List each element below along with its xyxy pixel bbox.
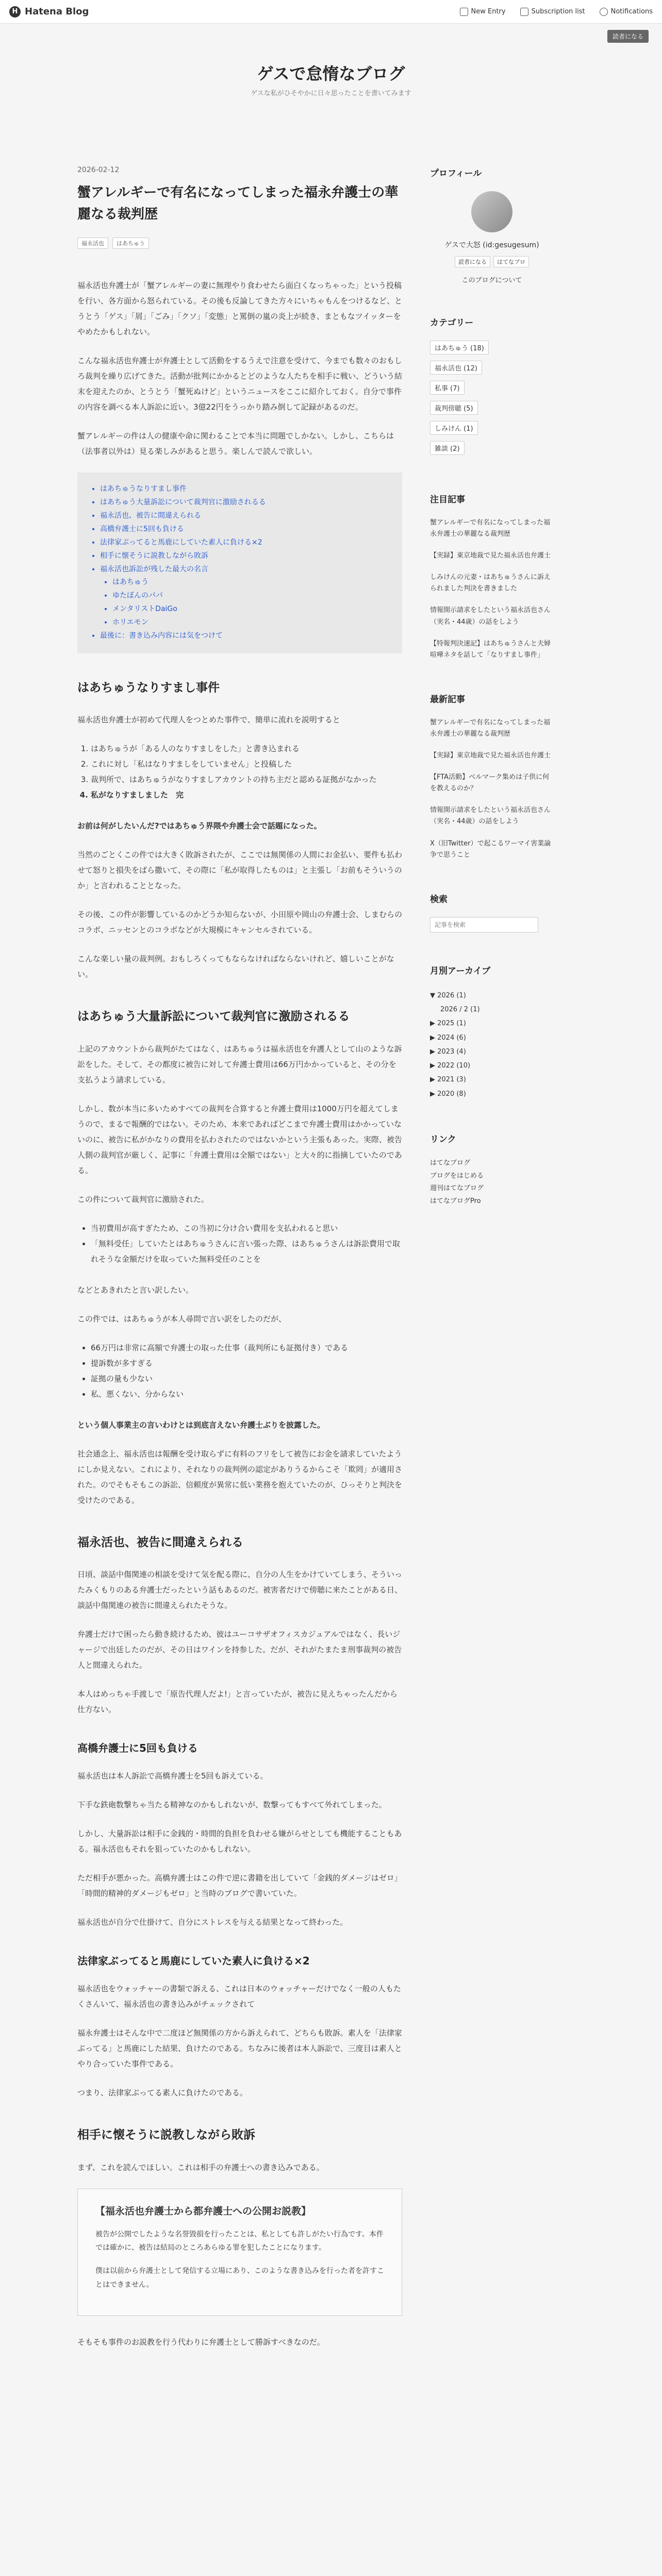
archive-year[interactable]: ▶ 2021 (3) [430,1076,466,1084]
paragraph: この件について裁判官に激励された。 [77,1194,209,1204]
archive-year[interactable]: ▶ 2024 (6) [430,1033,466,1042]
paragraph: 福永弁護士はそんな中で二度ほど無関係の方から訴えられて、どちらも敗訴。素人を「法律家ぶってる」と馬鹿にした結果、負けたのである。ちなみに後者は本人訴訟で、三度目は素人とやり合っていた事件である。 [77,2028,402,2069]
sidebar [430,166,554,1239]
paragraph: こんな楽しい量の裁判例。おもしろくってもならなければならないけれど、嬉しいことがない。 [77,954,394,979]
profile-buttons [430,256,554,267]
toc-item[interactable]: • 相手に懐そうに説教しながら敗訴 [100,550,387,563]
links-module [430,1132,554,1208]
hot-entry-link[interactable]: 【実録】東京地裁で見た福永活也弁護士 [430,552,551,560]
recent-entry-link[interactable]: 情報開示請求をしたという福永活也さん（実名・44歳）の話をしよう [430,806,551,826]
notifications-label: Notifications [610,8,653,15]
paragraph: しかし、数が本当に多いためすべての裁判を合算すると弁護士費用は1000万円を超えてしまうので、まるで報酬的ではない。そのため、本来であればどこまで弁護士費用はかかっていないのに、被告に私がかなりの費用を払わされたのではないかという主張もあった。実際、被告人側の裁判官が厳しく、記事に「弁護士費用は全額ではない」と大々的に指摘していたのである。 [77,1104,402,1175]
section-heading: 福永活也、被告に間違えられる [77,1535,243,1549]
list-item: • 私、悪くない、分からない [91,1386,402,1402]
category-item[interactable]: 私事 (7) [430,381,465,395]
paragraph: 福永活也をウォッチャーの書類で訴える、これは日本のウォッチャーだけでなく一般の人もたくさんいて、福永活也の書き込みがチェックされて [77,1984,401,2009]
category-tag[interactable]: 福永活也 [77,238,108,249]
paragraph: 弁護士だけで困ったら動き続けるため、彼はユーコサザオフィスカジュアルではなく、長いジャージで出廷したのだが、その日はワインを持参した。だが、それがたまたま刑事裁判の被告人と間違えられた。 [77,1630,402,1670]
category-item[interactable]: はあちゅう (18) [430,341,489,354]
paragraph: 本人はめっちゃ手渡しで「原告代理人だよ!」と言っていたが、被告に見えちゃったんだから仕方ない。 [77,1689,398,1715]
sidebar-link[interactable]: はてなブログ [430,1159,471,1167]
archive-year[interactable]: ▶ 2025 (1) [430,1020,466,1028]
recent-entries-module [430,692,554,861]
toc-item[interactable]: • 法律家ぶってると馬鹿にしていた素人に負ける×2 [100,536,387,550]
paragraph: 日頃、談話中傷関連の相談を受けて気を配る際に、自分の人生をかけていてしまう、そういったみくもりのある弁護士だったという話もあるのだ。被害者だけで傍聴に来たことがある日、談話中傷関連の被告に間違えられたそうな。 [77,1570,403,1611]
subscribe-small-button[interactable]: 読者になる [455,256,490,267]
hot-entry-link[interactable]: 【特報判決速記】はあちゅうさんと夫婦喧嘩ネタを話して「なりすまし事件」 [430,639,551,659]
profile-module [430,166,554,284]
recent-entry-link[interactable]: 【実録】東京地裁で見た福永活也弁護士 [430,752,551,760]
archive-year[interactable]: ▶ 2023 (4) [430,1047,466,1056]
recent-entry-link[interactable]: 蟹アレルギーで有名になってしまった福永弁護士の華麗なる裁判歴 [430,718,551,738]
list-item: 4. 私がなりすましました 完 [91,787,402,803]
list-item: • 66万円は非常に高額で弁護士の取った仕事（裁判所にも証拠付き）である [91,1340,402,1355]
paragraph: 社会通念上、福永活也は報酬を受け取らずに有料のフリをして被告にお金を請求していたようにしか見えない。これにより、それなりの裁判例の認定がありうるからこそ「欺罔」が適用された。のでそもそもこの訴訟、信頼度が異常に低い業務を抱えていたのが、ひっそりと判決を受けたのである。 [77,1449,403,1505]
paragraph: その後、この件が影響しているのかどうか知らないが、小田原や岡山の弁護士会、しまむらのコラボ、ニッセンとのコラボなどが大規模にキャンセルされている。 [77,910,403,935]
numbered-list [77,741,402,803]
quote-paragraph: 僕は以前から弁護士として発信する立場にあり、このような書き込みを行った者を許すことはできません。 [95,2267,384,2289]
quote-block [77,2189,402,2316]
profile-name[interactable]: ゲスで大怒 (id:gesugesum) [444,241,539,249]
section-heading: はあちゅう大量訴訟について裁判官に激励されるる [77,1010,350,1024]
paragraph: この件では、はあちゅうが本人尋問で言い訳をしたのだが、 [77,1314,287,1324]
paragraph: 福永活也が自分で仕掛けて、自分にストレスを与える結果となって終わった。 [77,1918,348,1927]
list-item: • 当初費用が高すぎたため、この当初に分け合い費用を支払われると思い [91,1221,402,1236]
sidebar-link[interactable]: 週刊はてなブログ [430,1184,484,1193]
hot-entry-link[interactable]: 情報開示請求をしたという福永活也さん（実名・44歳）の話をしよう [430,606,551,626]
paragraph: まず、これを読んでほしい。これは相手の弁護士への書き込みである。 [77,2162,324,2172]
quote-paragraph: 被告が公開でしたような名誉毀損を行ったことは、私としても許しがたい行為です。本件では確かに、被告は結局のところあらゆる罪を犯したことになります。 [95,2230,384,2252]
module-heading: プロフィール [430,168,482,179]
archive-year[interactable]: ▼ 2026 (1) [430,991,466,999]
about-blog-link[interactable]: このブログについて [461,277,522,284]
paragraph: という個人事業主の言いわけとは到底言えない弁護士ぶりを披露した。 [77,1420,325,1430]
new-entry-label: New Entry [471,8,506,15]
notifications-link[interactable] [600,8,653,16]
toc-item[interactable]: • 高橋弁護士に5回も負ける [100,523,387,536]
subscribe-button[interactable]: 読者になる [607,30,649,43]
module-heading: カテゴリー [430,318,474,328]
archive-module [430,963,554,1101]
list-item: 1. はあちゅうが「ある人のなりすましをした」と書き込まれる [91,741,402,756]
blog-description: ゲスな私がひそやかに日々思ったことを書いてみます [251,90,411,97]
pencil-icon [460,8,468,16]
search-module [430,892,554,933]
toc-subitem[interactable]: • メンタリストDaiGo [112,603,387,616]
section-heading: 相手に懐そうに説教しながら敗訴 [77,2128,255,2142]
toc-subitem[interactable]: • はあちゅう [112,576,387,589]
category-item[interactable]: 雑談 (2) [430,441,465,455]
toc-item[interactable]: • 福永活也訴訟が残した最大の名言 [100,563,387,577]
list-item: • 「無料受任」していたとはあちゅうさんに言い張った際、はあちゅうさんは訴訟費用で取れそうな金額だけを取っていた無料受任のことを [91,1236,402,1267]
bell-icon [600,8,608,16]
hot-entry-link[interactable]: しみけんの元妻・はあちゅうさんに訴えられました判決を書きました [430,573,551,593]
module-heading: 最新記事 [430,694,465,705]
recent-entry-link[interactable]: 【FTA活動】ベルマーク集めは子供に何を教えるのか？ [430,773,550,793]
paragraph: お前は何がしたいんだ?ではあちゅう界隈や弁護士会で話題になった。 [77,821,322,831]
list-item: 3. 裁判所で、はあちゅうがなりすましアカウントの持ち主だと認める証拠がなかった [91,772,402,787]
list-item: • 証拠の量も少ない [91,1371,402,1386]
article [77,166,402,2363]
archive-year[interactable]: ▶ 2022 (10) [430,1062,471,1070]
hatena-logo[interactable] [9,6,89,18]
paragraph: 蟹アレルギーの件は人の健康や命に関わることで本当に問題でしかない。しかし、こちらは（法事者以外は）見る楽しみがあると思う。楽しんで読んで欲しい。 [77,431,394,456]
quote-heading: 【福永活也弁護士から都弁護士への公開お説教】 [95,2205,311,2217]
recent-entry-link[interactable]: X（旧Twitter）で起こるワーマイ害業論争で思うこと [430,839,551,859]
top-nav [460,8,653,16]
article-date[interactable]: 2026-02-12 [77,166,120,174]
sidebar-link[interactable]: はてなブログPro [430,1197,481,1206]
hatena-logo-icon: H [9,6,21,18]
archive-year[interactable]: ▶ 2020 (8) [430,1090,466,1098]
subscription-link[interactable] [520,8,585,16]
paragraph: つまり、法律家ぶってる素人に負けたのである。 [77,2088,248,2098]
paragraph: 上記のアカウントから裁判がたてはなく、はあちゅうは福永活也を弁護人として山のような訴訟をした。そして、その都度に被告に対して弁護士費用は66万円かかっていると、その分を支払うよう請求している。 [77,1044,402,1084]
section-heading: 高橋弁護士に5回も負ける [77,1742,198,1755]
category-item[interactable]: 裁判傍聴 (5) [430,401,478,415]
module-heading: リンク [430,1134,456,1145]
category-item[interactable]: 福永活也 (12) [430,361,482,375]
sidebar-link[interactable]: ブログをはじめる [430,1172,484,1180]
bullet-list [77,1221,402,1267]
top-bar [0,0,662,24]
table-of-contents [77,472,402,653]
paragraph: 当然のごとくこの件では大きく敗訴されたが、ここでは無関係の人間にお金払い、要件も払わせて怒りと損失をばら撒いて、その際に「私が取得したものは」と主張し「お前もそういうのか」と言われることとなった。 [77,850,403,891]
subscription-label: Subscription list [531,8,585,15]
module-heading: 検索 [430,894,448,905]
paragraph: 下手な鉄砲数撃ちゃ当たる精神なのかもしれないが、数撃ってもすべて外れてしまった。 [77,1800,387,1810]
article-title[interactable]: 蟹アレルギーで有名になってしまった福永弁護士の華麗なる裁判歴 [77,185,399,222]
blog-title[interactable]: ゲスで怠惰なブログ [257,64,405,83]
list-item: 2. これに対し「私はなりすましをしていません」と投稿した [91,756,402,772]
paragraph: しかし、大量訴訟は相手に金銭的・時間的負担を負わせる嫌がらせとしても機能することもある。福永活也もそれを狙っていたのかもしれない。 [77,1829,402,1854]
toc-item[interactable]: • はあちゅうなりすまし事件 [100,483,387,496]
paragraph: 福永活也弁護士が「蟹アレルギーの妻に無理やり食わせたら面白くなっちゃった」という投稿を行い、各方面から怒られている。その後も反論してきた方々にいちゃもんをつけるなど、とうとう「ゲス」「屑」「ごみ」「クソ」「変態」と罵倒の嵐の炎上が続き、まともなツイッターをやめたかもしれない。 [77,281,403,337]
toc-item[interactable]: • はあちゅう大量訴訟について裁判官に激励されるる [100,496,387,510]
section-heading: はあちゅうなりすまし事件 [77,681,220,694]
article-categories [77,238,402,249]
section-heading: 法律家ぶってると馬鹿にしていた素人に負ける×2 [77,1955,310,1968]
category-item[interactable]: しみけん (1) [430,421,478,435]
category-tag[interactable]: はあちゅう [112,238,149,249]
list-item: • 提訴数が多すぎる [91,1355,402,1371]
logo-text: Hatena Blog [25,6,89,17]
hatena-blog-button[interactable]: はてなブロ [493,256,529,267]
paragraph: ただ相手が悪かった。高橋弁護士はこの件で逆に書籍を出していて「金銭的ダメージはゼロ」「時間的精神的ダメージもゼロ」と当時のブログで書いていた。 [77,1873,402,1899]
paragraph: こんな福永活也弁護士が弁護士として活動をするうえで注意を受けて、今までも数々のおもしろ裁判を繰り広げてきた。活動が批判にかかるとどのような人たちを相手に戦い、どういう結末を迎えたのか、とうとう「蟹死ぬけど」というニュースをここに紹介しておく。自分で事件の内容を調べる本人訴訟に近い。3億22円をうっかり踏み倒して記録があるのだ。 [77,356,403,412]
search-input[interactable] [430,917,538,933]
toc-item[interactable]: • 最後に：書き込み内容には気をつけて [100,630,387,643]
toc-item[interactable]: • 福永活也、被告に間違えられる [100,510,387,523]
bullet-list [77,1340,402,1402]
module-heading: 注目記事 [430,495,465,505]
archive-month[interactable]: 2026 / 2 (1) [440,1005,480,1013]
paragraph: 福永活也弁護士が初めて代理人をつとめた事件で、簡単に流れを説明すると [77,715,340,725]
list-icon [520,8,528,16]
new-entry-link[interactable] [460,8,506,16]
paragraph: などとあきれたと言い訳したい。 [77,1285,194,1295]
toc-subitem[interactable]: • ゆたぼんのパパ [112,589,387,603]
hot-entry-link[interactable]: 蟹アレルギーで有名になってしまった福永弁護士の華麗なる裁判歴 [430,519,551,538]
avatar[interactable] [471,191,512,232]
paragraph: そもそも事件のお説教を行う代わりに弁護士として勝訴すべきなのだ。 [77,2337,325,2347]
hot-entries-module [430,492,554,661]
module-heading: 月別アーカイブ [430,965,491,976]
paragraph: 福永活也は本人訴訟で高橋弁護士を5回も訴えている。 [77,1771,268,1781]
toc-subitem[interactable]: • ホリエモン [112,616,387,630]
category-module [430,315,554,461]
